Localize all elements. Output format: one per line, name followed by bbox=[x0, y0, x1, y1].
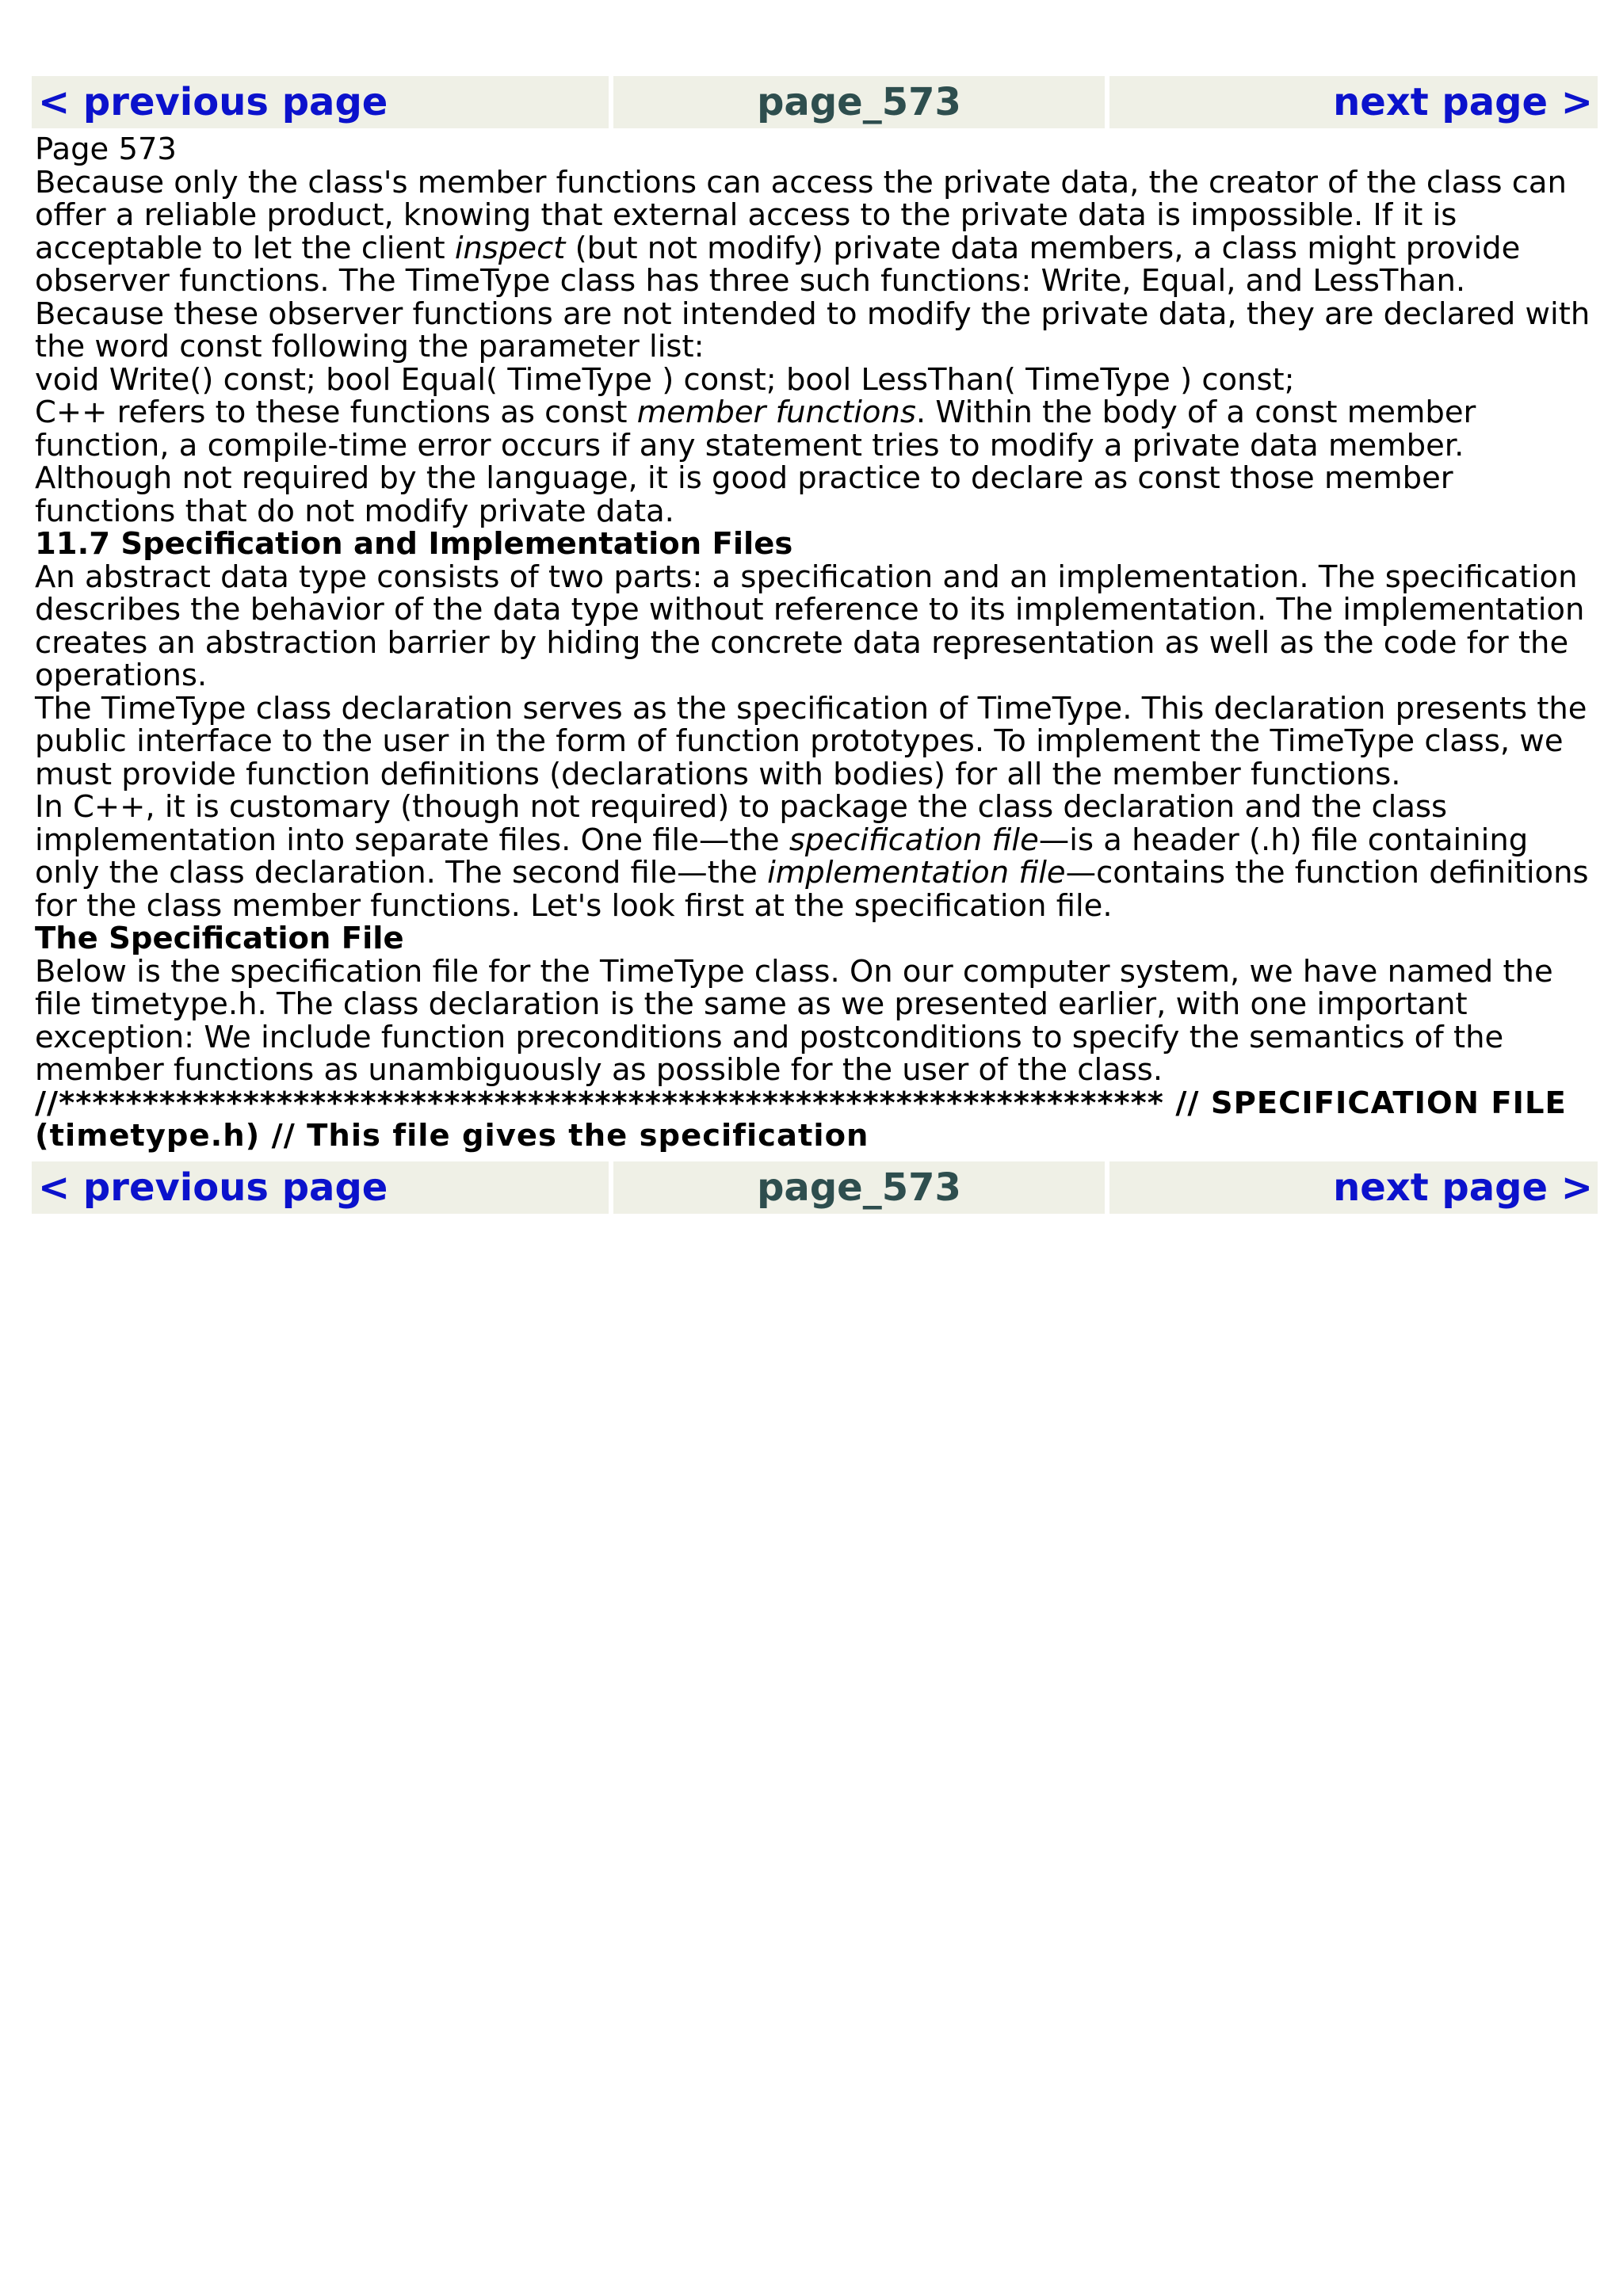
paragraph-specification-file: Below is the specification file for the TimeType class. On our computer system, we have named the file timetype.h. The class declaration is the same as we presented earlier, with one important exception: We include function preconditions and postconditions to specify the semantics of the member functions as unambiguously as possible for the user of the class. bbox=[35, 953, 1553, 1088]
top-navigation-bar bbox=[32, 76, 1598, 128]
emphasis-specification-file: specification file bbox=[789, 822, 1039, 858]
emphasis-inspect: inspect bbox=[454, 230, 566, 266]
text-run: In C++, it is customary (though not required) to package the class declaration and the class implementation into separate files. One file—the bbox=[35, 789, 1448, 858]
next-page-cell bbox=[1109, 1161, 1598, 1214]
paragraph-abstract-data-type: An abstract data type consists of two parts: a specification and an implementation. The specification describes the behavior of the data type without reference to its implementation. The implementation creates an abstraction barrier by hiding the concrete data representation as well as the code for the operations. bbox=[35, 559, 1585, 693]
page-label: page_573 bbox=[757, 1165, 961, 1210]
paragraph-separate-files bbox=[35, 791, 1598, 922]
next-page-link[interactable]: next page > bbox=[1333, 1165, 1593, 1210]
page-label-cell bbox=[613, 1161, 1105, 1214]
text-run: C++ refers to these functions as const bbox=[35, 395, 637, 430]
paragraph-class-declaration: The TimeType class declaration serves as the specification of TimeType. This declaration presents the public interface to the user in the form of function prototypes. To implement the TimeType class, we must provide function definitions (declarations with bodies) for all the member functions. bbox=[35, 690, 1587, 792]
text-run: —is a header (.h) file containing only the class declaration. The second file—the bbox=[35, 822, 1529, 891]
bottom-navigation-bar bbox=[32, 1161, 1598, 1214]
previous-page-cell bbox=[32, 1161, 609, 1214]
text-run: (but not modify) private data members, a class might provide observer functions. The TimeType class has three such functions: Write, Equal, and LessThan. Because these observer functions are not intended to modify the private data, they are declared with the word const following the parameter list: bbox=[35, 230, 1591, 364]
paragraph-const-member-functions bbox=[35, 396, 1598, 528]
text-run: —contains the function definitions for the class member functions. Let's look first at the specification file. bbox=[35, 855, 1589, 924]
page-content bbox=[35, 133, 1598, 1153]
subsection-heading: The Specification File bbox=[35, 921, 404, 956]
emphasis-member-functions: member functions bbox=[636, 395, 916, 430]
text-run: . Within the body of a const member function, a compile-time error occurs if any statement tries to modify a private data member. Although not required by the language, it is good practice to declare as const those member functions that do not modify private data. bbox=[35, 395, 1476, 529]
code-prototypes: void Write() const; bool Equal( TimeType ) const; bool LessThan( TimeType ) const; bbox=[35, 361, 1295, 398]
next-page-cell bbox=[1109, 76, 1598, 128]
previous-page-cell bbox=[32, 76, 609, 128]
previous-page-link[interactable]: < previous page bbox=[38, 80, 388, 124]
text-run: Because only the class's member functions can access the private data, the creator of the class can offer a reliable product, knowing that external access to the private data is impossible. If it is acceptable to let the client bbox=[35, 164, 1567, 266]
emphasis-implementation-file: implementation file bbox=[767, 855, 1066, 891]
page-label: page_573 bbox=[757, 80, 961, 124]
section-heading: 11.7 Specification and Implementation Files bbox=[35, 526, 793, 562]
code-comment-block: //****************************************************************** // SPECIFICATION FILE (timetype.h) // This file gives the specification bbox=[35, 1085, 1567, 1154]
next-page-link[interactable]: next page > bbox=[1333, 80, 1593, 124]
previous-page-link[interactable]: < previous page bbox=[38, 1165, 388, 1210]
paragraph-observer-functions bbox=[35, 166, 1598, 364]
page-number: Page 573 bbox=[35, 132, 177, 167]
page-label-cell bbox=[613, 76, 1105, 128]
